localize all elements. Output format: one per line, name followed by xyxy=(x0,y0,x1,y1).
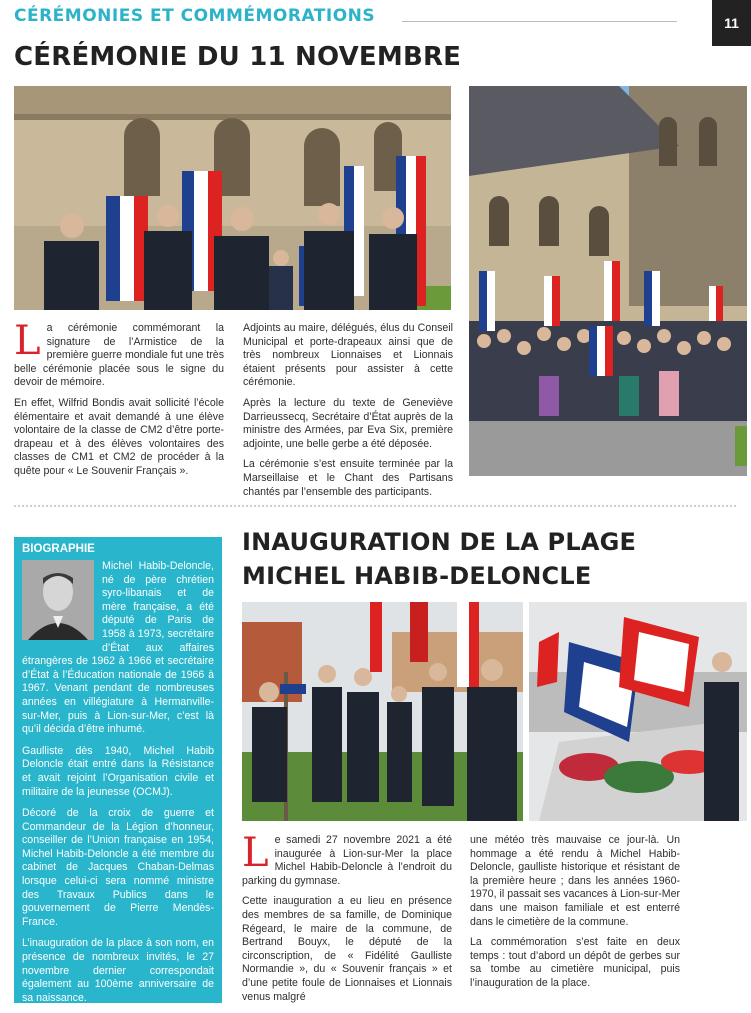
photo-ceremony-flag-bearers xyxy=(14,86,451,310)
article-title-inauguration-line1: INAUGURATION DE LA PLAGE xyxy=(242,528,637,556)
article2-column2 xyxy=(470,834,680,998)
article1-paragraph: La cérémonie s’est ensuite terminée par la Marseillaise et le Chant des Partisans chantés par l’ensemble des participants. xyxy=(243,458,453,498)
section-title: CÉRÉMONIES ET COMMÉMORATIONS xyxy=(14,6,376,26)
article1-paragraph: Adjoints au maire, délégués, élus du Conseil Municipal et porte-drapeaux ainsi que de très nombreux Lionnaises et Lionnais étaient présents pour assister à cette cérémonie. xyxy=(243,322,453,389)
biography-text xyxy=(22,560,214,1005)
article1-paragraph: Après la lecture du texte de Geneviève Darrieussecq, Secrétaire d’État auprès de la ministre des Armées, par Eva Six, première adjointe, une belle gerbe a été déposée. xyxy=(243,396,453,450)
article2-paragraph-text: e samedi 27 novembre 2021 a été inaugurée à Lion-sur-Mer la place Michel Habib-Deloncle à l’endroit du parking du gymnase. xyxy=(242,834,452,887)
section-separator xyxy=(14,505,736,507)
dropcap: L xyxy=(14,318,41,364)
photo-group-church xyxy=(469,86,747,476)
article-title-armistice: CÉRÉMONIE DU 11 NOVEMBRE xyxy=(14,42,462,72)
article2-paragraph: une météo très mauvaise ce jour-là. Un hommage a été rendu à Michel Habib-Deloncle, gaulliste historique et résistant de la première heure ; dans les années 1960-1970, il passait ses vacances à Lion-sur-Mer dans une maison familiale et est enterré dans le cimetière de la commune. xyxy=(470,834,680,928)
biography-paragraph: Gaulliste dès 1940, Michel Habib Deloncle était entré dans la Résistance et avait rejoint l’Organisation civile et militaire de la jeunesse (OCMJ). xyxy=(22,744,214,798)
biography-paragraph: L’inauguration de la place à son nom, en présence de nombreux invités, le 27 novembre dernier correspondait également au 100ème anniversaire de sa naissance. xyxy=(22,937,214,1004)
article2-paragraph: Cette inauguration a eu lieu en présence des membres de sa famille, de Dominique Régeard, le maire de la commune, de Bertrand Bouyx, le député de la circonscription, de « Fidélité Gaulliste Normandie », du « Souvenir français » et d’une petite foule de Lionnaises et Lionnais venus malgré xyxy=(242,895,452,1003)
photo-inauguration-officials xyxy=(242,602,523,821)
article1-paragraph xyxy=(14,318,224,390)
article2-paragraph xyxy=(242,830,452,888)
header-divider xyxy=(402,21,677,22)
article2-column1 xyxy=(242,830,452,1011)
article2-paragraph: La commémoration s’est faite en deux temps : tout d’abord un dépôt de gerbes sur sa tombe au cimetière municipal, puis l’inauguration de la place. xyxy=(470,936,680,989)
photo-wreath-tomb xyxy=(529,602,747,821)
article1-column2 xyxy=(243,322,453,506)
page-number: 11 xyxy=(712,0,751,46)
biography-paragraph: Michel Habib-Deloncle, né de père chrétien syro-libanais et de mère française, a été député de Paris de 1958 à 1973, secrétaire d’État aux affaires étrangères de 1962 à 1966 et secrétaire d’État à l’Éducation nationale de 1966 à 1967. Venant pendant de nombreuses années en villégiature à Hermanville-sur-Mer, puis à Lion-sur-Mer, c’est là qu’il décida d’être inhumé. xyxy=(22,560,214,736)
portrait-photo xyxy=(22,560,94,640)
biography-box xyxy=(14,537,222,1003)
article1-column1 xyxy=(14,318,224,486)
article-title-inauguration-line2: MICHEL HABIB-DELONCLE xyxy=(242,562,592,590)
article1-paragraph: En effet, Wilfrid Bondis avait sollicité l’école élémentaire et avait demandé à une élève volontaire de la classe de CM2 d’être porte-drapeau et à des élèves volontaires des classes de CM1 et CM2 de procéder à la quête pour « Le Souvenir Français ». xyxy=(14,396,224,477)
dropcap: L xyxy=(242,830,269,876)
biography-title: BIOGRAPHIE xyxy=(22,543,95,555)
article1-paragraph-text: a cérémonie commémorant la signature de l’Armistice de la première guerre mondiale fut une très belle cérémonie placée sous le signe du devoir de mémoire. xyxy=(14,322,224,389)
biography-paragraph: Décoré de la croix de guerre et Commandeur de la Légion d’honneur, conseiller de l’Union française en 1954, Michel Habib-Deloncle a été membre du cabinet de Jacques Chaban-Delmas lorsque celui-ci sera nommé ministre des Travaux Publics dans le gouvernement de Pierre Mendès-France. xyxy=(22,807,214,928)
